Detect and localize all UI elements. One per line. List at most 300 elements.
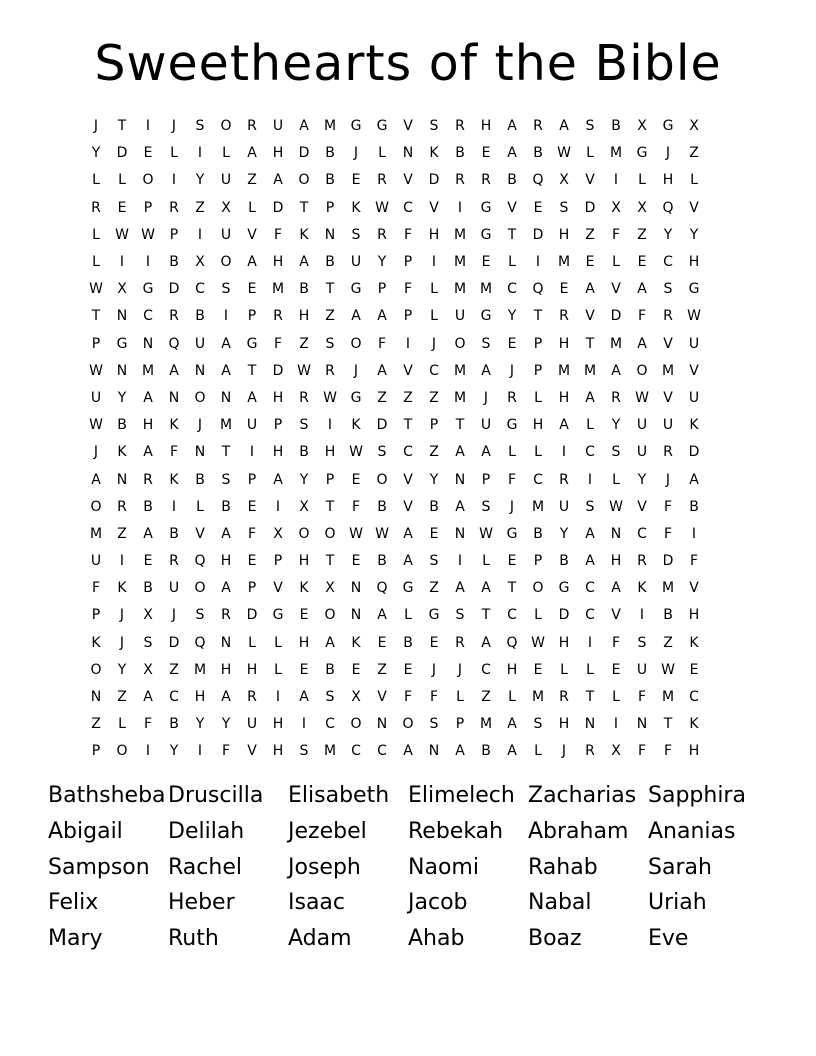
- grid-row: [83, 630, 733, 657]
- grid-row: [83, 331, 733, 358]
- grid-letter: R: [169, 553, 179, 570]
- grid-letter: N: [194, 444, 206, 461]
- grid-letter: K: [689, 417, 699, 434]
- grid-letter: C: [403, 199, 413, 216]
- grid-letter: S: [221, 281, 231, 298]
- grid-row: [83, 303, 733, 330]
- grid-letter: B: [377, 498, 387, 515]
- grid-letter: H: [558, 335, 570, 352]
- grid-letter: I: [535, 254, 541, 271]
- grid-letter: L: [248, 634, 256, 651]
- grid-letter: J: [93, 118, 99, 135]
- grid-letter: E: [247, 553, 257, 570]
- grid-letter: H: [558, 634, 570, 651]
- grid-row: [83, 711, 733, 738]
- grid-letter: F: [91, 580, 101, 597]
- grid-letter: S: [585, 118, 595, 135]
- grid-letter: M: [453, 281, 467, 298]
- grid-letter: A: [455, 498, 465, 515]
- grid-letter: S: [429, 716, 439, 733]
- grid-letter: R: [221, 607, 231, 624]
- grid-letter: N: [116, 308, 128, 325]
- grid-letter: M: [453, 226, 467, 243]
- grid-letter: A: [455, 580, 465, 597]
- grid-letter: M: [661, 689, 675, 706]
- grid-letter: I: [613, 716, 619, 733]
- grid-letter: R: [559, 471, 569, 488]
- grid-letter: G: [506, 417, 518, 434]
- grid-letter: J: [93, 444, 99, 461]
- grid-letter: L: [534, 743, 542, 760]
- grid-letter: M: [609, 335, 623, 352]
- grid-letter: R: [299, 389, 309, 406]
- grid-letter: G: [558, 580, 570, 597]
- grid-letter: E: [507, 553, 517, 570]
- grid-letter: F: [689, 553, 699, 570]
- grid-letter: C: [507, 607, 517, 624]
- grid-letter: X: [143, 607, 153, 624]
- word-list-item: Rahab: [528, 854, 598, 880]
- grid-letter: O: [324, 607, 336, 624]
- grid-letter: L: [690, 172, 698, 189]
- grid-letter: W: [375, 199, 389, 216]
- grid-letter: H: [688, 254, 700, 271]
- grid-letter: Y: [195, 172, 205, 189]
- grid-letter: N: [220, 389, 232, 406]
- grid-row: [83, 222, 733, 249]
- word-list-item: Jacob: [408, 890, 468, 916]
- grid-letter: F: [637, 308, 647, 325]
- grid-letter: K: [169, 471, 179, 488]
- grid-letter: Y: [663, 226, 673, 243]
- grid-letter: D: [610, 308, 622, 325]
- grid-letter: S: [429, 118, 439, 135]
- grid-letter: Y: [507, 308, 517, 325]
- grid-letter: I: [275, 689, 281, 706]
- grid-letter: Z: [403, 389, 413, 406]
- grid-letter: J: [353, 362, 359, 379]
- grid-letter: E: [299, 661, 309, 678]
- grid-letter: P: [533, 335, 543, 352]
- grid-letter: S: [325, 335, 335, 352]
- grid-letter: H: [298, 308, 310, 325]
- grid-letter: I: [327, 417, 333, 434]
- grid-letter: H: [194, 689, 206, 706]
- grid-letter: P: [143, 199, 153, 216]
- grid-letter: V: [247, 226, 257, 243]
- grid-letter: J: [561, 743, 567, 760]
- grid-letter: G: [350, 281, 362, 298]
- grid-letter: P: [91, 335, 101, 352]
- word-list-item: Abraham: [528, 818, 629, 844]
- word-list-item: Sapphira: [648, 783, 746, 808]
- grid-letter: I: [639, 607, 645, 624]
- grid-letter: C: [351, 743, 361, 760]
- grid-letter: P: [403, 254, 413, 271]
- grid-letter: V: [585, 308, 595, 325]
- grid-letter: F: [403, 281, 413, 298]
- grid-letter: A: [377, 362, 387, 379]
- grid-letter: S: [637, 634, 647, 651]
- grid-letter: A: [559, 417, 569, 434]
- word-list-item: Ananias: [648, 818, 736, 844]
- grid-letter: P: [403, 308, 413, 325]
- grid-letter: X: [273, 525, 283, 542]
- grid-letter: M: [531, 498, 545, 515]
- grid-letter: K: [299, 226, 309, 243]
- word-list-item: Felix: [48, 890, 99, 916]
- grid-letter: N: [90, 689, 102, 706]
- grid-letter: W: [687, 308, 701, 325]
- grid-letter: E: [507, 335, 517, 352]
- grid-letter: Y: [117, 661, 127, 678]
- grid-row: [83, 439, 733, 466]
- grid-letter: U: [90, 553, 102, 570]
- grid-letter: T: [585, 689, 595, 706]
- grid-letter: E: [351, 471, 361, 488]
- grid-letter: A: [481, 362, 491, 379]
- grid-letter: V: [403, 498, 413, 515]
- grid-letter: A: [221, 362, 231, 379]
- grid-letter: S: [481, 335, 491, 352]
- grid-letter: O: [142, 172, 154, 189]
- grid-letter: B: [663, 607, 673, 624]
- grid-letter: B: [611, 118, 621, 135]
- grid-letter: B: [429, 498, 439, 515]
- grid-letter: A: [91, 471, 101, 488]
- grid-letter: H: [688, 743, 700, 760]
- grid-letter: Q: [662, 199, 674, 216]
- grid-letter: E: [533, 661, 543, 678]
- grid-letter: B: [299, 281, 309, 298]
- grid-letter: W: [349, 444, 363, 461]
- grid-letter: F: [221, 743, 231, 760]
- grid-letter: Z: [663, 634, 673, 651]
- word-list-item: Rebekah: [408, 818, 504, 844]
- grid-letter: U: [246, 417, 258, 434]
- grid-letter: A: [611, 580, 621, 597]
- grid-letter: P: [169, 226, 179, 243]
- grid-letter: L: [248, 199, 256, 216]
- grid-letter: X: [351, 689, 361, 706]
- grid-letter: R: [637, 553, 647, 570]
- grid-letter: A: [273, 471, 283, 488]
- grid-letter: P: [247, 308, 257, 325]
- grid-letter: U: [636, 661, 648, 678]
- grid-letter: N: [376, 716, 388, 733]
- grid-letter: U: [246, 716, 258, 733]
- grid-letter: G: [662, 118, 674, 135]
- grid-letter: O: [90, 498, 102, 515]
- grid-letter: I: [249, 444, 255, 461]
- grid-letter: A: [247, 254, 257, 271]
- grid-letter: G: [480, 308, 492, 325]
- word-list-item: Adam: [288, 926, 352, 952]
- grid-letter: P: [377, 281, 387, 298]
- grid-letter: I: [145, 118, 151, 135]
- grid-letter: Q: [194, 553, 206, 570]
- grid-letter: S: [143, 634, 153, 651]
- grid-letter: T: [533, 308, 543, 325]
- grid-letter: L: [92, 226, 100, 243]
- grid-letter: A: [221, 689, 231, 706]
- grid-letter: B: [195, 471, 205, 488]
- grid-letter: D: [246, 607, 258, 624]
- grid-letter: U: [168, 580, 180, 597]
- grid-letter: E: [481, 145, 491, 162]
- grid-letter: L: [404, 607, 412, 624]
- grid-letter: X: [325, 580, 335, 597]
- grid-letter: W: [89, 362, 103, 379]
- grid-letter: P: [455, 716, 465, 733]
- grid-letter: N: [116, 362, 128, 379]
- grid-letter: E: [247, 281, 257, 298]
- grid-letter: D: [168, 634, 180, 651]
- grid-row: [83, 548, 733, 575]
- grid-letter: U: [662, 417, 674, 434]
- grid-letter: L: [534, 444, 542, 461]
- grid-letter: L: [482, 553, 490, 570]
- grid-letter: T: [481, 607, 491, 624]
- grid-letter: R: [663, 444, 673, 461]
- grid-letter: R: [91, 199, 101, 216]
- grid-letter: L: [612, 471, 620, 488]
- grid-letter: T: [663, 716, 673, 733]
- grid-letter: Q: [532, 172, 544, 189]
- grid-letter: X: [143, 661, 153, 678]
- grid-letter: V: [689, 362, 699, 379]
- grid-letter: V: [429, 199, 439, 216]
- grid-letter: T: [117, 118, 127, 135]
- grid-letter: I: [587, 471, 593, 488]
- grid-letter: A: [169, 362, 179, 379]
- grid-letter: N: [350, 607, 362, 624]
- grid-letter: S: [533, 716, 543, 733]
- grid-letter: K: [351, 634, 361, 651]
- word-list-item: Elisabeth: [288, 783, 390, 808]
- grid-letter: A: [143, 525, 153, 542]
- grid-letter: F: [273, 335, 283, 352]
- grid-letter: O: [532, 580, 544, 597]
- grid-letter: H: [558, 389, 570, 406]
- grid-letter: W: [89, 281, 103, 298]
- grid-letter: T: [325, 281, 335, 298]
- grid-letter: J: [197, 417, 203, 434]
- grid-letter: W: [375, 525, 389, 542]
- grid-letter: X: [637, 199, 647, 216]
- grid-row: [83, 657, 733, 684]
- grid-letter: A: [377, 308, 387, 325]
- grid-letter: B: [195, 308, 205, 325]
- grid-letter: H: [272, 145, 284, 162]
- grid-letter: C: [377, 743, 387, 760]
- grid-letter: M: [323, 743, 337, 760]
- grid-letter: F: [403, 226, 413, 243]
- grid-letter: J: [171, 118, 177, 135]
- grid-letter: H: [272, 389, 284, 406]
- grid-letter: G: [480, 226, 492, 243]
- grid-letter: H: [272, 444, 284, 461]
- grid-letter: I: [145, 743, 151, 760]
- grid-letter: A: [689, 471, 699, 488]
- grid-letter: U: [220, 226, 232, 243]
- grid-letter: G: [506, 525, 518, 542]
- grid-letter: B: [481, 743, 491, 760]
- grid-letter: R: [559, 308, 569, 325]
- grid-letter: K: [351, 417, 361, 434]
- grid-letter: U: [194, 335, 206, 352]
- grid-letter: C: [403, 444, 413, 461]
- grid-letter: M: [323, 118, 337, 135]
- grid-letter: N: [584, 716, 596, 733]
- grid-letter: D: [376, 417, 388, 434]
- grid-letter: E: [143, 145, 153, 162]
- grid-row: [83, 195, 733, 222]
- grid-letter: A: [143, 689, 153, 706]
- grid-letter: X: [611, 743, 621, 760]
- grid-letter: U: [636, 444, 648, 461]
- grid-letter: G: [688, 281, 700, 298]
- grid-letter: H: [272, 716, 284, 733]
- grid-letter: Z: [247, 172, 257, 189]
- grid-letter: H: [142, 417, 154, 434]
- grid-letter: E: [689, 661, 699, 678]
- grid-letter: P: [481, 471, 491, 488]
- grid-letter: D: [272, 199, 284, 216]
- grid-letter: B: [117, 417, 127, 434]
- grid-letter: H: [298, 553, 310, 570]
- grid-letter: C: [637, 525, 647, 542]
- grid-letter: B: [455, 145, 465, 162]
- grid-letter: S: [429, 553, 439, 570]
- grid-letter: J: [119, 634, 125, 651]
- page-title: Sweethearts of the Bible: [94, 35, 722, 92]
- grid-letter: Z: [481, 689, 491, 706]
- grid-letter: E: [403, 661, 413, 678]
- grid-letter: N: [454, 525, 466, 542]
- grid-letter: A: [403, 525, 413, 542]
- grid-letter: F: [663, 525, 673, 542]
- grid-letter: B: [533, 525, 543, 542]
- word-list-item: Elimelech: [408, 783, 515, 808]
- grid-letter: M: [479, 281, 493, 298]
- grid-letter: M: [661, 362, 675, 379]
- grid-letter: O: [194, 580, 206, 597]
- grid-letter: A: [481, 580, 491, 597]
- grid-letter: L: [274, 634, 282, 651]
- grid-row: [83, 494, 733, 521]
- grid-letter: I: [197, 743, 203, 760]
- grid-letter: G: [116, 335, 128, 352]
- grid-letter: P: [247, 471, 257, 488]
- grid-letter: E: [299, 607, 309, 624]
- grid-letter: X: [611, 199, 621, 216]
- grid-letter: N: [428, 743, 440, 760]
- grid-row: [83, 466, 733, 493]
- grid-letter: Z: [169, 661, 179, 678]
- grid-letter: S: [585, 498, 595, 515]
- grid-letter: A: [637, 335, 647, 352]
- grid-letter: V: [663, 335, 673, 352]
- grid-letter: S: [663, 281, 673, 298]
- grid-letter: L: [92, 172, 100, 189]
- grid-letter: H: [428, 226, 440, 243]
- grid-letter: S: [299, 417, 309, 434]
- grid-letter: W: [89, 417, 103, 434]
- grid-letter: P: [533, 553, 543, 570]
- grid-letter: A: [351, 308, 361, 325]
- grid-letter: L: [638, 172, 646, 189]
- grid-letter: E: [559, 281, 569, 298]
- grid-letter: R: [533, 118, 543, 135]
- grid-letter: O: [220, 118, 232, 135]
- word-list-item: Abigail: [48, 818, 123, 844]
- grid-letter: I: [301, 716, 307, 733]
- grid-letter: J: [431, 661, 437, 678]
- grid-letter: S: [377, 444, 387, 461]
- grid-letter: M: [193, 661, 207, 678]
- grid-letter: A: [611, 362, 621, 379]
- grid-letter: O: [116, 743, 128, 760]
- grid-letter: Y: [429, 471, 439, 488]
- grid-letter: G: [428, 607, 440, 624]
- grid-letter: W: [661, 661, 675, 678]
- grid-letter: A: [507, 743, 517, 760]
- grid-letter: O: [324, 525, 336, 542]
- grid-letter: J: [509, 498, 515, 515]
- grid-letter: S: [481, 498, 491, 515]
- grid-letter: Z: [377, 661, 387, 678]
- grid-letter: K: [689, 634, 699, 651]
- grid-letter: C: [325, 716, 335, 733]
- letter-grid: [83, 113, 733, 766]
- grid-letter: O: [350, 335, 362, 352]
- grid-row: [83, 276, 733, 303]
- grid-letter: I: [457, 553, 463, 570]
- grid-letter: F: [403, 689, 413, 706]
- grid-letter: D: [662, 553, 674, 570]
- word-list-item: Delilah: [168, 818, 245, 844]
- grid-letter: B: [533, 145, 543, 162]
- grid-letter: M: [271, 281, 285, 298]
- grid-letter: I: [197, 226, 203, 243]
- grid-letter: N: [142, 335, 154, 352]
- grid-letter: L: [274, 661, 282, 678]
- grid-letter: J: [509, 362, 515, 379]
- grid-row: [83, 249, 733, 276]
- grid-letter: T: [507, 226, 517, 243]
- grid-letter: T: [91, 308, 101, 325]
- grid-letter: F: [663, 498, 673, 515]
- grid-letter: Z: [585, 226, 595, 243]
- grid-letter: S: [351, 226, 361, 243]
- grid-letter: B: [299, 444, 309, 461]
- grid-letter: I: [561, 444, 567, 461]
- grid-letter: H: [688, 607, 700, 624]
- grid-letter: L: [508, 444, 516, 461]
- grid-letter: O: [454, 335, 466, 352]
- grid-letter: A: [403, 743, 413, 760]
- grid-letter: T: [507, 580, 517, 597]
- grid-letter: A: [637, 281, 647, 298]
- word-list-item: Druscilla: [168, 783, 264, 808]
- grid-letter: L: [612, 689, 620, 706]
- grid-letter: W: [349, 525, 363, 542]
- grid-letter: F: [247, 525, 257, 542]
- grid-letter: R: [559, 689, 569, 706]
- grid-letter: A: [143, 389, 153, 406]
- grid-letter: C: [663, 254, 673, 271]
